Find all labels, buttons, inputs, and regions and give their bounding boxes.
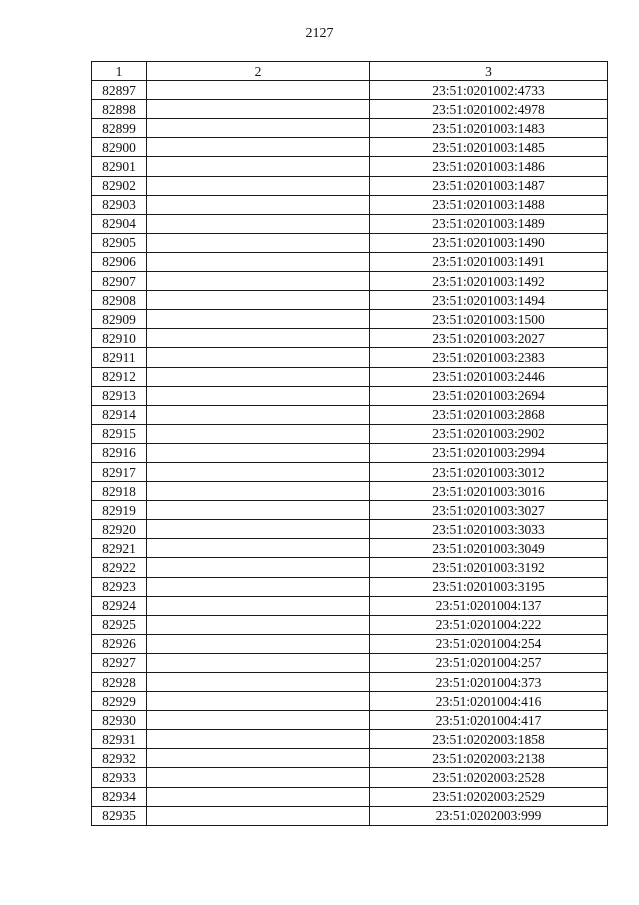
row-number-cell: 82932 bbox=[92, 749, 147, 768]
table-row bbox=[92, 272, 608, 291]
row-number-cell: 82934 bbox=[92, 787, 147, 806]
description-cell bbox=[147, 81, 370, 100]
cadastral-number-cell: 23:51:0201004:417 bbox=[370, 711, 608, 730]
table-row bbox=[92, 692, 608, 711]
cadastral-number-cell: 23:51:0201003:1488 bbox=[370, 195, 608, 214]
description-cell bbox=[147, 615, 370, 634]
table-row bbox=[92, 424, 608, 443]
description-cell bbox=[147, 482, 370, 501]
row-number-cell: 82919 bbox=[92, 501, 147, 520]
table-row bbox=[92, 81, 608, 100]
table-row bbox=[92, 405, 608, 424]
description-cell bbox=[147, 138, 370, 157]
table-row bbox=[92, 329, 608, 348]
description-cell bbox=[147, 443, 370, 462]
row-number-cell: 82898 bbox=[92, 100, 147, 119]
description-cell bbox=[147, 310, 370, 329]
table-row bbox=[92, 138, 608, 157]
description-cell bbox=[147, 692, 370, 711]
cadastral-number-cell: 23:51:0201003:1487 bbox=[370, 176, 608, 195]
row-number-cell: 82901 bbox=[92, 157, 147, 176]
table-row bbox=[92, 730, 608, 749]
table-header-row bbox=[92, 62, 608, 81]
row-number-cell: 82924 bbox=[92, 596, 147, 615]
table-row bbox=[92, 539, 608, 558]
row-number-cell: 82922 bbox=[92, 558, 147, 577]
cadastral-number-cell: 23:51:0201004:137 bbox=[370, 596, 608, 615]
cadastral-number-cell: 23:51:0201004:416 bbox=[370, 692, 608, 711]
row-number-cell: 82900 bbox=[92, 138, 147, 157]
row-number-cell: 82903 bbox=[92, 195, 147, 214]
cadastral-number-cell: 23:51:0201004:222 bbox=[370, 615, 608, 634]
cadastral-number-cell: 23:51:0202003:999 bbox=[370, 806, 608, 825]
cadastral-number-cell: 23:51:0201004:257 bbox=[370, 653, 608, 672]
cadastral-number-cell: 23:51:0201003:1492 bbox=[370, 272, 608, 291]
row-number-cell: 82908 bbox=[92, 291, 147, 310]
cadastral-number-cell: 23:51:0201004:373 bbox=[370, 673, 608, 692]
table-row bbox=[92, 653, 608, 672]
row-number-cell: 82927 bbox=[92, 653, 147, 672]
description-cell bbox=[147, 749, 370, 768]
description-cell bbox=[147, 405, 370, 424]
table-row bbox=[92, 806, 608, 825]
description-cell bbox=[147, 653, 370, 672]
table-row bbox=[92, 233, 608, 252]
cadastral-number-cell: 23:51:0201003:2027 bbox=[370, 329, 608, 348]
table-row bbox=[92, 367, 608, 386]
table-row bbox=[92, 673, 608, 692]
table-row bbox=[92, 291, 608, 310]
table-row bbox=[92, 252, 608, 271]
description-cell bbox=[147, 634, 370, 653]
row-number-cell: 82902 bbox=[92, 176, 147, 195]
description-cell bbox=[147, 272, 370, 291]
cadastral-number-cell: 23:51:0201003:3012 bbox=[370, 462, 608, 481]
table-row bbox=[92, 443, 608, 462]
description-cell bbox=[147, 673, 370, 692]
table-row bbox=[92, 462, 608, 481]
row-number-cell: 82930 bbox=[92, 711, 147, 730]
cadastral-number-cell: 23:51:0201003:1491 bbox=[370, 252, 608, 271]
row-number-cell: 82910 bbox=[92, 329, 147, 348]
cadastral-number-cell: 23:51:0202003:1858 bbox=[370, 730, 608, 749]
description-cell bbox=[147, 386, 370, 405]
description-cell bbox=[147, 100, 370, 119]
cadastral-number-cell: 23:51:0201003:2446 bbox=[370, 367, 608, 386]
row-number-cell: 82925 bbox=[92, 615, 147, 634]
cadastral-number-cell: 23:51:0201003:2902 bbox=[370, 424, 608, 443]
table-row bbox=[92, 577, 608, 596]
cadastral-number-cell: 23:51:0201003:3016 bbox=[370, 482, 608, 501]
description-cell bbox=[147, 157, 370, 176]
table-row bbox=[92, 615, 608, 634]
cadastral-number-cell: 23:51:0201003:3033 bbox=[370, 520, 608, 539]
table-row bbox=[92, 348, 608, 367]
cadastral-number-cell: 23:51:0201003:1486 bbox=[370, 157, 608, 176]
cadastral-number-cell: 23:51:0201002:4733 bbox=[370, 81, 608, 100]
table-row bbox=[92, 214, 608, 233]
cadastral-number-cell: 23:51:0201003:3049 bbox=[370, 539, 608, 558]
cadastral-number-cell: 23:51:0202003:2529 bbox=[370, 787, 608, 806]
description-cell bbox=[147, 214, 370, 233]
description-cell bbox=[147, 424, 370, 443]
description-cell bbox=[147, 596, 370, 615]
row-number-cell: 82906 bbox=[92, 252, 147, 271]
cadastral-number-cell: 23:51:0201002:4978 bbox=[370, 100, 608, 119]
table-row bbox=[92, 501, 608, 520]
row-number-cell: 82899 bbox=[92, 119, 147, 138]
row-number-cell: 82933 bbox=[92, 768, 147, 787]
table-row bbox=[92, 711, 608, 730]
table-row bbox=[92, 100, 608, 119]
description-cell bbox=[147, 462, 370, 481]
table-row bbox=[92, 749, 608, 768]
row-number-cell: 82929 bbox=[92, 692, 147, 711]
row-number-cell: 82931 bbox=[92, 730, 147, 749]
cadastral-number-cell: 23:51:0201004:254 bbox=[370, 634, 608, 653]
cadastral-number-cell: 23:51:0201003:1500 bbox=[370, 310, 608, 329]
description-cell bbox=[147, 252, 370, 271]
description-cell bbox=[147, 348, 370, 367]
row-number-cell: 82917 bbox=[92, 462, 147, 481]
cadastral-number-cell: 23:51:0202003:2528 bbox=[370, 768, 608, 787]
row-number-cell: 82904 bbox=[92, 214, 147, 233]
description-cell bbox=[147, 329, 370, 348]
description-cell bbox=[147, 711, 370, 730]
page-number: 2127 bbox=[305, 26, 334, 41]
cadastral-number-cell: 23:51:0201003:3192 bbox=[370, 558, 608, 577]
cadastral-number-cell: 23:51:0201003:3195 bbox=[370, 577, 608, 596]
row-number-cell: 82918 bbox=[92, 482, 147, 501]
description-cell bbox=[147, 176, 370, 195]
table-row bbox=[92, 157, 608, 176]
row-number-cell: 82913 bbox=[92, 386, 147, 405]
row-number-cell: 82914 bbox=[92, 405, 147, 424]
cadastral-number-cell: 23:51:0201003:3027 bbox=[370, 501, 608, 520]
row-number-cell: 82909 bbox=[92, 310, 147, 329]
table-row bbox=[92, 310, 608, 329]
description-cell bbox=[147, 233, 370, 252]
cadastral-number-cell: 23:51:0201003:1489 bbox=[370, 214, 608, 233]
table-row bbox=[92, 520, 608, 539]
cadastral-number-cell: 23:51:0201003:1485 bbox=[370, 138, 608, 157]
table-row bbox=[92, 195, 608, 214]
table-body bbox=[92, 81, 608, 826]
table-row bbox=[92, 386, 608, 405]
cadastral-number-cell: 23:51:0202003:2138 bbox=[370, 749, 608, 768]
row-number-cell: 82907 bbox=[92, 272, 147, 291]
column-header-1: 1 bbox=[92, 62, 147, 81]
row-number-cell: 82926 bbox=[92, 634, 147, 653]
row-number-cell: 82935 bbox=[92, 806, 147, 825]
table-row bbox=[92, 768, 608, 787]
cadastral-number-cell: 23:51:0201003:2868 bbox=[370, 405, 608, 424]
cadastral-number-cell: 23:51:0201003:2694 bbox=[370, 386, 608, 405]
table-row bbox=[92, 558, 608, 577]
description-cell bbox=[147, 577, 370, 596]
row-number-cell: 82921 bbox=[92, 539, 147, 558]
table-row bbox=[92, 176, 608, 195]
row-number-cell: 82923 bbox=[92, 577, 147, 596]
row-number-cell: 82911 bbox=[92, 348, 147, 367]
row-number-cell: 82905 bbox=[92, 233, 147, 252]
cadastral-number-cell: 23:51:0201003:2383 bbox=[370, 348, 608, 367]
description-cell bbox=[147, 501, 370, 520]
description-cell bbox=[147, 768, 370, 787]
table-row bbox=[92, 119, 608, 138]
description-cell bbox=[147, 291, 370, 310]
registry-table bbox=[91, 61, 608, 826]
cadastral-number-cell: 23:51:0201003:1483 bbox=[370, 119, 608, 138]
row-number-cell: 82912 bbox=[92, 367, 147, 386]
table-row bbox=[92, 634, 608, 653]
column-header-2: 2 bbox=[147, 62, 370, 81]
cadastral-number-cell: 23:51:0201003:1494 bbox=[370, 291, 608, 310]
row-number-cell: 82928 bbox=[92, 673, 147, 692]
description-cell bbox=[147, 730, 370, 749]
cadastral-number-cell: 23:51:0201003:1490 bbox=[370, 233, 608, 252]
row-number-cell: 82915 bbox=[92, 424, 147, 443]
cadastral-number-cell: 23:51:0201003:2994 bbox=[370, 443, 608, 462]
table-row bbox=[92, 787, 608, 806]
description-cell bbox=[147, 539, 370, 558]
column-header-3: 3 bbox=[370, 62, 608, 81]
table-row bbox=[92, 596, 608, 615]
description-cell bbox=[147, 806, 370, 825]
table-row bbox=[92, 482, 608, 501]
row-number-cell: 82916 bbox=[92, 443, 147, 462]
description-cell bbox=[147, 195, 370, 214]
description-cell bbox=[147, 787, 370, 806]
description-cell bbox=[147, 119, 370, 138]
row-number-cell: 82920 bbox=[92, 520, 147, 539]
description-cell bbox=[147, 558, 370, 577]
description-cell bbox=[147, 520, 370, 539]
description-cell bbox=[147, 367, 370, 386]
row-number-cell: 82897 bbox=[92, 81, 147, 100]
